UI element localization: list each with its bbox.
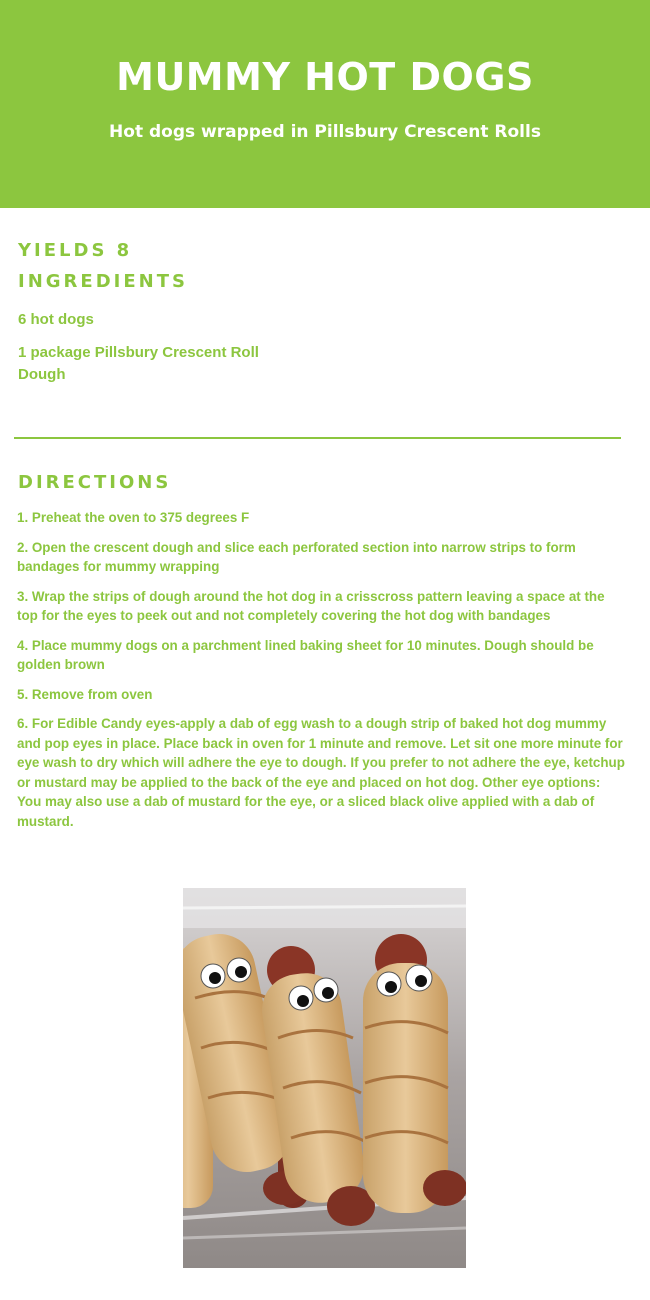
- ingredients-heading: INGREDIENTS: [18, 271, 188, 292]
- recipe-subtitle: Hot dogs wrapped in Pillsbury Crescent Rolls: [109, 122, 541, 142]
- direction-step: 3. Wrap the strips of dough around the hot dog in a crisscross pattern leaving a space at the top for the eyes to peek out and not completely covering the hot dog with bandages: [17, 588, 605, 623]
- header-banner: [0, 0, 650, 208]
- recipe-title: MUMMY HOT DOGS: [116, 55, 534, 99]
- ingredient-item: 6 hot dogs: [18, 311, 94, 328]
- mummy-hot-dogs-photo: [183, 888, 466, 1268]
- directions-heading: DIRECTIONS: [18, 472, 172, 493]
- direction-step: 2. Open the crescent dough and slice each perforated section into narrow strips to form bandages for mummy wrapping: [17, 539, 576, 574]
- direction-step: 1. Preheat the oven to 375 degrees F: [17, 510, 250, 525]
- direction-step: 6. For Edible Candy eyes-apply a dab of egg wash to a dough strip of baked hot dog mummy and pop eyes in place. Place back in oven for 1 minute and remove. Let sit one more minute for eye wash to dry which will adhere the eye to dough. If you prefer to not adhere the eye, ketchup or mustard may be applied to the back of the eye and placed on hot dog. Other eye options: You may also use a dab of mustard for the eye, or a sliced black olive applied with a dab of mustard.: [17, 716, 625, 829]
- direction-step: 5. Remove from oven: [17, 686, 153, 702]
- yields-label: YIELDS 8: [18, 240, 133, 261]
- directions-list: [17, 508, 627, 841]
- direction-step: 4. Place mummy dogs on a parchment lined baking sheet for 10 minutes. Dough should be golden brown: [17, 637, 594, 672]
- section-divider: [14, 437, 621, 439]
- ingredient-item: 1 package Pillsbury Crescent Roll Dough: [18, 344, 259, 383]
